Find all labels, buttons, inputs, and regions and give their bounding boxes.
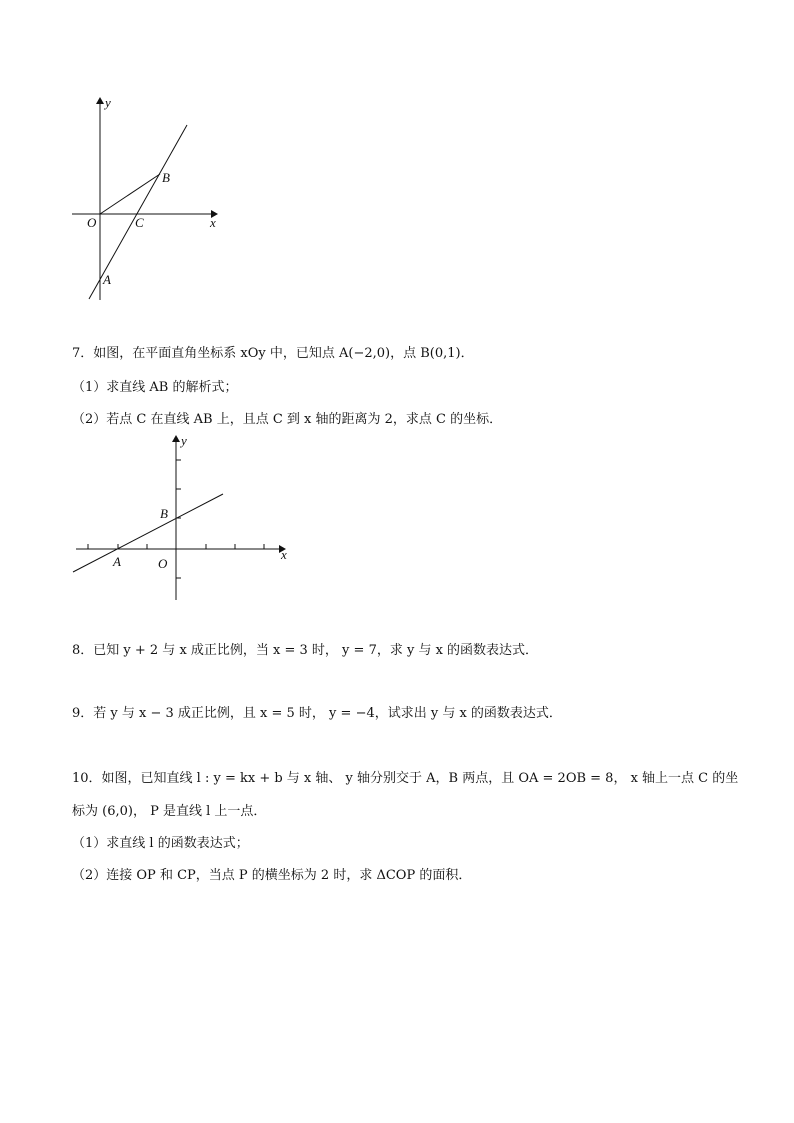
problem-7-statement: 7．如图，在平面直角坐标系 xOy 中，已知点 A(−2,0)，点 B(0,1)． (72, 346, 474, 361)
x-axis-label: x (281, 547, 287, 562)
figure-2-coordinate-graph (68, 432, 298, 604)
point-c-label: C (135, 215, 144, 230)
point-a-label: A (103, 272, 111, 287)
origin-label: O (87, 215, 97, 230)
problem-8-statement: 8．已知 y + 2 与 x 成正比例，当 x = 3 时， y = 7，求 y 与 x 的函数表达式． (72, 643, 539, 658)
problem-10-part-1: （1）求直线 l 的函数表达式； (72, 836, 249, 851)
problem-10-statement-line-2: 标为 (6,0)， P 是直线 l 上一点． (72, 804, 267, 819)
x-axis-label: x (210, 215, 216, 230)
point-b-label: B (160, 506, 168, 521)
problem-10-part-2: （2）连接 OP 和 CP，当点 P 的横坐标为 2 时，求 ΔCOP 的面积． (72, 868, 472, 883)
point-a-label: A (113, 554, 121, 569)
problem-7-part-1: （1）求直线 AB 的解析式； (72, 380, 238, 395)
origin-label: O (158, 556, 168, 571)
y-axis-label: y (105, 95, 111, 110)
segment-ob (100, 174, 160, 214)
problem-9-statement: 9．若 y 与 x − 3 成正比例，且 x = 5 时， y = −4，试求出 y 与 x 的函数表达式． (72, 706, 562, 721)
problem-10-statement-line-1: 10．如图，已知直线 l : y = kx + b 与 x 轴、 y 轴分别交于 A，B 两点，且 OA = 2OB = 8， x 轴上一点 C 的坐 (72, 771, 739, 786)
line-ab (73, 494, 223, 572)
point-b-label: B (162, 170, 170, 185)
problem-7-part-2: （2）若点 C 在直线 AB 上，且点 C 到 x 轴的距离为 2，求点 C 的坐标． (72, 412, 503, 427)
figure-1-coordinate-graph (60, 90, 230, 305)
y-axis-label: y (181, 433, 187, 448)
